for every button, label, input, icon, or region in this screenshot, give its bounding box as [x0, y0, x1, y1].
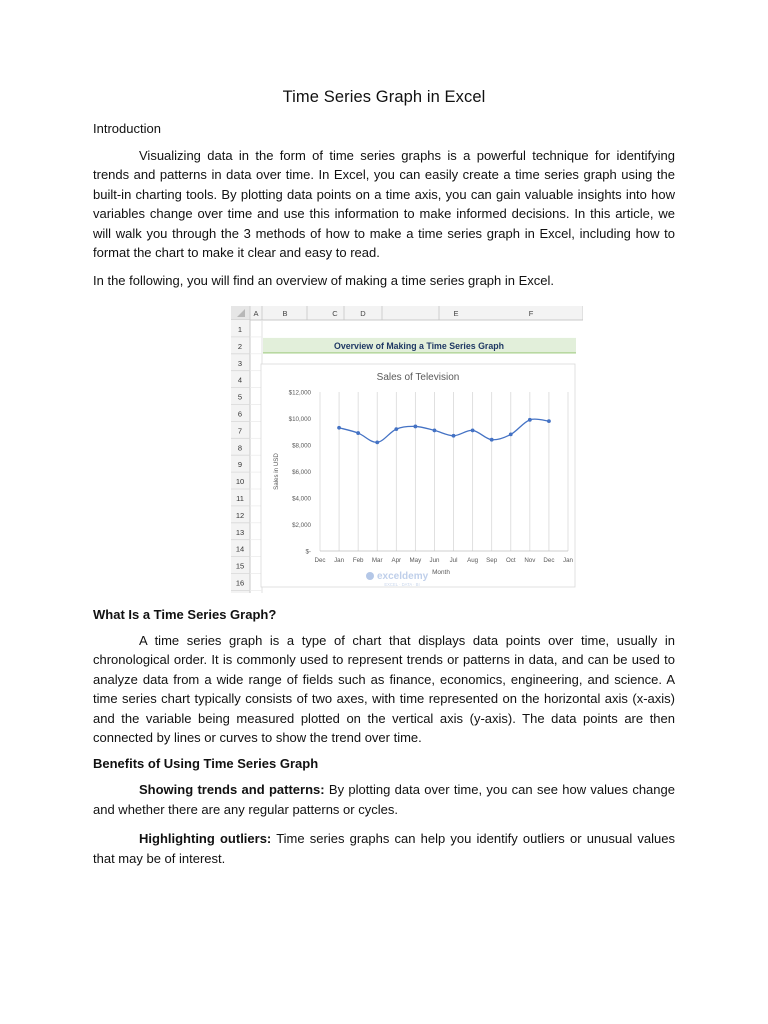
intro-paragraph: Visualizing data in the form of time series graphs is a powerful technique for identifying trends and patterns in data over time. In Excel, you can easily create a time series graph using the built-in charting tools. By plotting data points on a time axis, you can gain valuable insights into how variables change over time and use this information to make informed decisions. In this article, we will walk you through the 3 methods of how to make a time series graph in Excel, including how to format the chart to make it clear and easy to read. [93, 148, 675, 261]
data-point-jul [452, 434, 456, 438]
y-tick-label: $2,000 [292, 522, 311, 529]
overview-line: In the following, you will find an overview of making a time series graph in Excel. [93, 273, 554, 289]
spreadsheet-chart-svg [231, 306, 583, 593]
x-tick-label: Jan [563, 557, 573, 564]
data-point-apr [394, 427, 398, 431]
x-tick-label: May [409, 557, 422, 564]
section1-paragraph: A time series graph is a type of chart that displays data points over time, usually in chronological order. It is commonly used to represent trends or patterns in data, and can be used to analyze data from a wide range of fields such as finance, economics, engineering, and science. A time series chart typically consists of two axes, with time represented on the horizontal axis (x-axis) and the variable being measured plotted on the vertical axis (y-axis). The data points are then connected by lines or curves to show the trend over time. [93, 633, 675, 746]
column-header-e: E [453, 309, 459, 318]
row-header-13: 13 [235, 527, 245, 537]
column-header-f: F [528, 309, 534, 318]
row-header-12: 12 [235, 510, 245, 520]
x-axis-title: Month [432, 569, 450, 576]
watermark-subtext: EXCEL · DATA · BI [384, 582, 420, 587]
data-point-nov [528, 418, 532, 422]
column-header-a: A [253, 309, 259, 318]
section1-heading: What Is a Time Series Graph? [93, 607, 277, 622]
banner-title: Overview of Making a Time Series Graph [334, 340, 504, 351]
data-point-may [413, 425, 417, 429]
x-tick-label: Nov [524, 557, 536, 564]
row-header-2: 2 [237, 341, 243, 351]
x-tick-label: Aug [467, 557, 479, 564]
benefit-1-text: By plotting data over time, you can see how values change and whether there are any regular patterns or cycles. [93, 782, 675, 817]
row-header-3: 3 [237, 358, 243, 368]
column-header-d: D [360, 309, 366, 318]
y-tick-label: $6,000 [292, 469, 311, 476]
benefit-2-text: Time series graphs can help you identify outliers or unusual values that may be of interest. [93, 831, 675, 866]
x-tick-label: Dec [314, 557, 326, 564]
spreadsheet-figure [231, 306, 583, 593]
x-tick-label: Mar [371, 557, 383, 564]
x-tick-label: Sep [486, 557, 498, 564]
y-tick-label: $10,000 [288, 416, 311, 423]
data-point-jun [433, 429, 437, 433]
row-header-10: 10 [235, 477, 245, 487]
data-point-oct [509, 433, 513, 437]
row-header-15: 15 [235, 561, 245, 571]
column-header-c: C [332, 309, 338, 318]
row-header-11: 11 [236, 494, 244, 503]
data-point-feb [356, 431, 360, 435]
data-point-jan [337, 426, 341, 430]
y-tick-label: $12,000 [288, 389, 311, 397]
data-point-aug [471, 429, 475, 433]
x-tick-label: Oct [505, 557, 516, 564]
row-header-9: 9 [237, 460, 243, 470]
y-tick-label: $4,000 [292, 495, 311, 503]
benefit-1-title: Showing trends and patterns: [139, 782, 325, 798]
data-point-mar [375, 440, 379, 444]
x-tick-label: Jun [429, 557, 440, 564]
row-header-6: 6 [237, 409, 243, 419]
section2-heading: Benefits of Using Time Series Graph [93, 756, 319, 772]
row-header-8: 8 [237, 443, 243, 453]
x-tick-label: Feb [352, 557, 364, 564]
x-tick-label: Dec [543, 557, 555, 564]
y-tick-label: $- [305, 548, 311, 556]
watermark-logo-icon [366, 572, 374, 580]
document-page-lower [93, 607, 675, 868]
y-axis-title: Sales in USD [273, 453, 280, 490]
benefit-1 [93, 780, 675, 819]
row-header-5: 5 [237, 392, 243, 402]
row-header-7: 7 [237, 426, 243, 436]
benefit-2 [93, 829, 675, 868]
x-tick-label: Apr [391, 557, 402, 564]
y-tick-label: $8,000 [292, 442, 311, 450]
row-header-16: 16 [235, 578, 245, 588]
x-tick-label: Jan [334, 557, 345, 564]
watermark-text: exceldemy [377, 571, 429, 582]
document-page [93, 88, 675, 291]
row-header-14: 14 [235, 544, 245, 554]
chart-title: Sales of Television [376, 372, 460, 383]
column-header-b: B [282, 309, 288, 318]
x-tick-label: Jul [449, 557, 458, 564]
data-point-dec [547, 419, 551, 423]
select-all-corner [231, 306, 250, 320]
document-title: Time Series Graph in Excel [282, 88, 486, 106]
data-point-sep [490, 438, 494, 442]
row-header-4: 4 [237, 375, 243, 385]
intro-heading: Introduction [93, 121, 161, 136]
row-header-1: 1 [237, 325, 243, 334]
benefit-2-title: Highlighting outliers: [139, 831, 272, 847]
